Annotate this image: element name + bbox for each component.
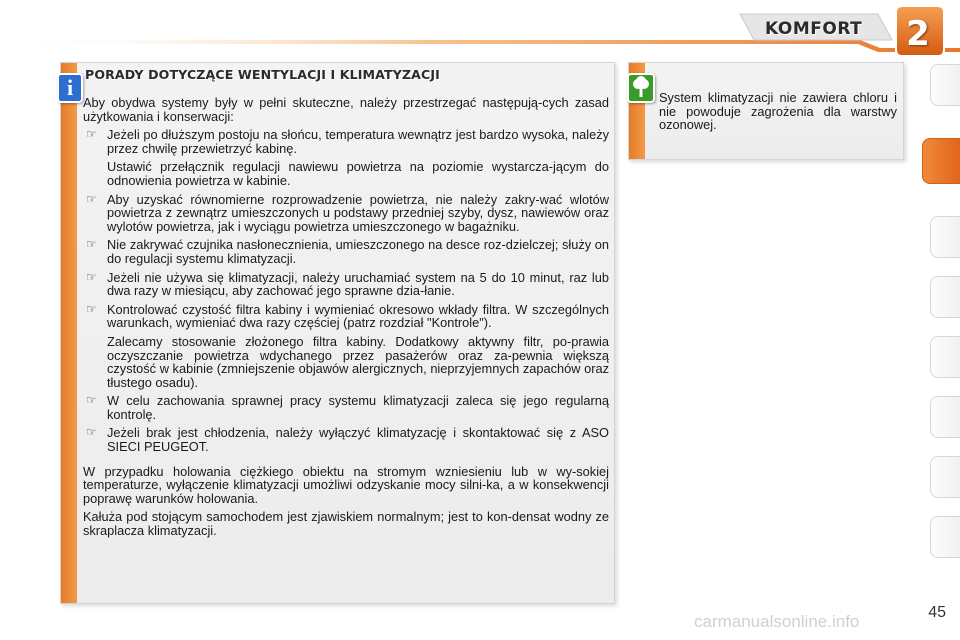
intro-paragraph: Aby obydwa systemy były w pełni skuteczne, należy przestrzegać następują-cych zasad użytkowania i konserwacji:	[83, 95, 609, 124]
advice-text: Aby uzyskać równomierne rozprowadzenie powietrza, nie należy zakry-wać wlotów powietrza z zewnątrz umieszczonych u podstawy przedniej szyby, dysz, nawiewów oraz wylotów powietrza, jak i wyciągu powietrza umieszczonego w bagażniku.	[107, 191, 609, 234]
pointing-hand-icon: ☞	[86, 237, 97, 252]
advice-text: Jeżeli po dłuższym postoju na słońcu, temperatura wewnątrz jest bardzo wysoka, należy przez chwilę przewietrzyć kabinę.	[107, 127, 609, 156]
chapter-tab[interactable]	[930, 396, 960, 438]
info-panel-accent-stripe	[61, 63, 77, 603]
environment-panel	[628, 62, 904, 160]
advice-item	[83, 271, 609, 298]
advice-subtext: Ustawić przełącznik regulacji nawiewu powietrza na poziomie wystarcza-jącym do odnowienia powietrza w kabinie.	[107, 159, 609, 188]
chapter-title: KOMFORT	[765, 19, 863, 39]
chapter-tab[interactable]	[930, 456, 960, 498]
chapter-tabs	[924, 64, 960, 580]
advice-item	[83, 303, 609, 390]
advice-list	[83, 128, 609, 453]
watermark: carmanualsonline.info	[694, 612, 860, 631]
info-icon: i	[57, 73, 83, 103]
advice-text: W celu zachowania sprawnej pracy systemu klimatyzacji zaleca się jego regularną kontrolę.	[107, 393, 609, 422]
advice-item	[83, 426, 609, 453]
chapter-tab[interactable]	[930, 516, 960, 558]
towing-paragraph: W przypadku holowania ciężkiego obiektu na stromym wzniesieniu lub w wy-sokiej temperaturze, wyłączenie klimatyzacji umożliwi odzyskanie mocy silni-ka, a w konsekwencji poprawę warunków holowania.	[83, 463, 609, 506]
advice-subtext: Zalecamy stosowanie złożonego filtra kabiny. Dodatkowy aktywny filtr, po-prawia oczyszczanie powietrza wdychanego przez pasażerów oraz za-pewnia większą czystość w kabinie (zmniejszenie objawów alergicznych, nieprzyjemnych zapachów oraz tłustego osadu).	[107, 333, 609, 390]
chapter-tab[interactable]	[930, 336, 960, 378]
pointing-hand-icon: ☞	[86, 425, 97, 440]
condensate-paragraph: Kałuża pod stojącym samochodem jest zjawiskiem normalnym; jest to kon-densat wodny ze skraplacza klimatyzacji.	[83, 509, 609, 539]
environment-note: System klimatyzacji nie zawiera chloru i nie powoduje zagrożenia dla warstwy ozonowej.	[659, 90, 897, 133]
chapter-tab[interactable]	[930, 64, 960, 106]
info-panel-heading: PORADY DOTYCZĄCE WENTYLACJI I KLIMATYZACJI	[85, 67, 440, 82]
pointing-hand-icon: ☞	[86, 393, 97, 408]
chapter-tab[interactable]	[930, 276, 960, 318]
pointing-hand-icon: ☞	[86, 269, 97, 284]
chapter-tab[interactable]	[930, 216, 960, 258]
chapter-number-badge: 2	[906, 14, 930, 54]
advice-item	[83, 394, 609, 421]
advice-text: Jeżeli brak jest chłodzenia, należy wyłączyć klimatyzację i skontaktować się z ASO SIECI PEUGEOT.	[107, 425, 609, 455]
tree-icon	[627, 73, 655, 103]
advice-text: Kontrolować czystość filtra kabiny i wymieniać okresowo wkłady filtra. W szczególnych warunkach, wymieniać dwa razy częściej (patrz rozdział "Kontrole").	[107, 301, 609, 331]
chapter-tab-active[interactable]	[922, 138, 960, 184]
advice-item	[83, 193, 609, 234]
advice-text: Nie zakrywać czujnika nasłonecznienia, umieszczonego na desce roz-dzielczej; służy on do regulacji systemu klimatyzacji.	[107, 237, 609, 266]
pointing-hand-icon: ☞	[86, 191, 97, 206]
pointing-hand-icon: ☞	[86, 301, 97, 316]
advice-item	[83, 238, 609, 265]
advice-text: Jeżeli nie używa się klimatyzacji, należy uruchamiać system na 5 do 10 minut, raz lub dwa razy w miesiącu, aby zachować jego sprawne dzia-łanie.	[107, 269, 609, 299]
info-panel	[60, 62, 615, 604]
advice-item	[83, 128, 609, 187]
page-number: 45	[928, 604, 946, 621]
info-panel-body	[83, 96, 609, 543]
pointing-hand-icon: ☞	[86, 127, 97, 142]
